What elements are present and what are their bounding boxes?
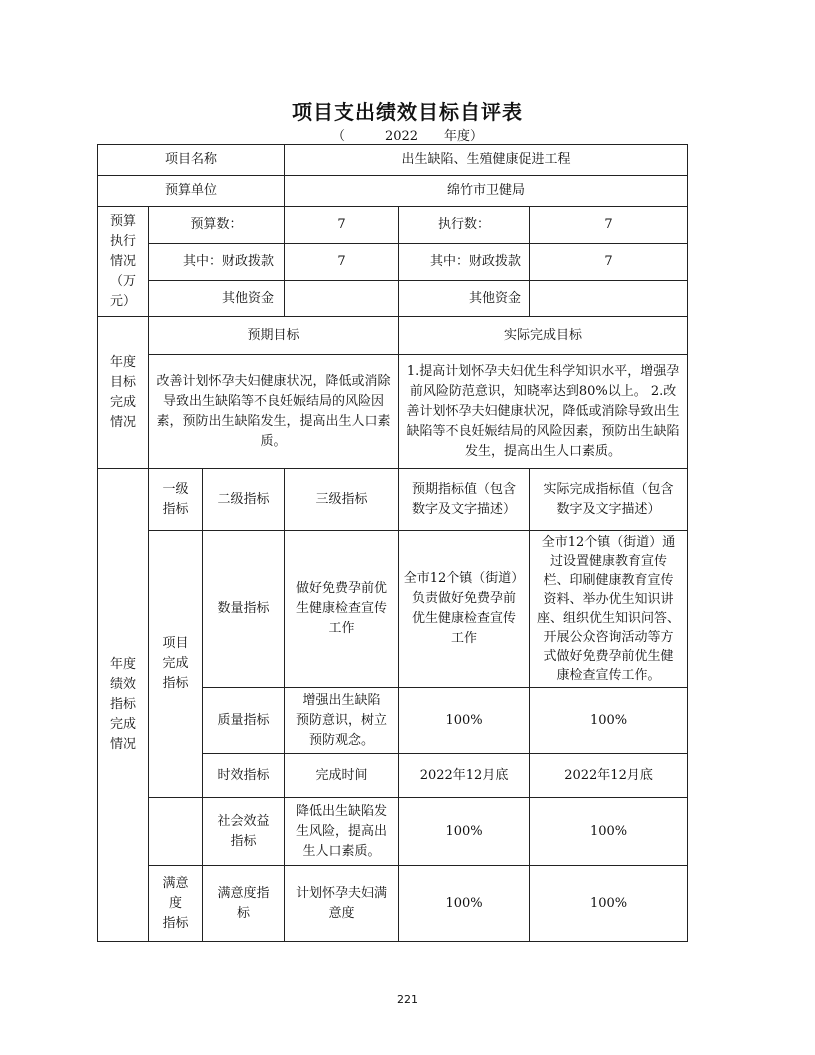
- budget-amount-label: 预算数：: [149, 207, 285, 244]
- level3-cell: 计划怀孕夫妇满 意度: [285, 866, 399, 942]
- budget-unit-row: [98, 176, 688, 207]
- year-close: 年度）: [444, 129, 484, 144]
- fiscal-budget-label: 其中：财政拨款: [149, 244, 285, 281]
- page-number: 221: [397, 993, 418, 1006]
- executed-label: 执行数：: [399, 207, 530, 244]
- other-budget-label: 其他资金: [149, 281, 285, 317]
- level2-header: 二级指标: [203, 469, 285, 531]
- performance-section-label: 年度 绩效 指标 完成 情况: [98, 469, 149, 942]
- annual-goal-header-row: [98, 317, 688, 355]
- actual-cell: 100%: [530, 866, 688, 942]
- year-line: [0, 125, 815, 144]
- performance-header-row: [98, 469, 688, 531]
- level3-cell: 降低出生缺陷发 生风险，提高出 生人口素质。: [285, 798, 399, 866]
- project-name-label: 项目名称: [98, 145, 285, 176]
- budget-amount-row: [98, 207, 688, 244]
- actual-goal-header: 实际完成目标: [399, 317, 688, 355]
- level3-cell: 完成时间: [285, 754, 399, 798]
- table-row: [98, 531, 688, 688]
- expected-goal-header: 预期目标: [149, 317, 399, 355]
- expected-cell: 全市12个镇（街道） 负责做好免费孕前 优生健康检查宣传 工作: [399, 531, 530, 688]
- project-name-row: [98, 145, 688, 176]
- expected-cell: 100%: [399, 798, 530, 866]
- budget-section-label: 预算 执行 情况 （万 元）: [98, 207, 149, 317]
- actual-cell: 全市12个镇（街道）通 过设置健康教育宣传 栏、印刷健康教育宣传 资料、举办优生知识讲 座、组织优生知识问答、 开展公众咨询活动等方 式做好免费孕前优生健 康检查宣传工作。: [530, 531, 688, 688]
- actual-goal-text: 1.提高计划怀孕夫妇优生科学知识水平，增强孕前风险防范意识，知晓率达到80%以上。 2.改善计划怀孕夫妇健康状况，降低或消除导致出生缺陷等不良妊娠结局的风险因素，预防出生缺陷发生，提高出生人口素质。: [399, 355, 688, 469]
- other-budget-value: [285, 281, 399, 317]
- level2-cell: 质量指标: [203, 688, 285, 754]
- year-value: 2022: [384, 129, 419, 144]
- level2-cell: 社会效益 指标: [203, 798, 285, 866]
- level3-cell: 增强出生缺陷 预防意识，树立 预防观念。: [285, 688, 399, 754]
- project-name-value: 出生缺陷、生殖健康促进工程: [285, 145, 688, 176]
- level3-header: 三级指标: [285, 469, 399, 531]
- expected-goal-text: 改善计划怀孕夫妇健康状况，降低或消除导致出生缺陷等不良妊娠结局的风险因素，预防出生缺陷发生，提高出生人口素质。: [149, 355, 399, 469]
- fiscal-exec-value: 7: [530, 244, 688, 281]
- expected-value-header: 预期指标值（包含 数字及文字描述）: [399, 469, 530, 531]
- level2-cell: 数量指标: [203, 531, 285, 688]
- fiscal-row: [98, 244, 688, 281]
- budget-amount-value: 7: [285, 207, 399, 244]
- budget-unit-label: 预算单位: [98, 176, 285, 207]
- fiscal-budget-value: 7: [285, 244, 399, 281]
- project-group-label: 项目 完成 指标: [149, 531, 203, 798]
- self-evaluation-table: [97, 144, 688, 942]
- expected-cell: 100%: [399, 866, 530, 942]
- actual-value-header: 实际完成指标值（包含 数字及文字描述）: [530, 469, 688, 531]
- level2-cell: 满意度指 标: [203, 866, 285, 942]
- level1-empty-cell: [149, 798, 203, 866]
- year-open: （: [331, 129, 345, 144]
- level3-cell: 做好免费孕前优 生健康检查宣传 工作: [285, 531, 399, 688]
- actual-cell: 2022年12月底: [530, 754, 688, 798]
- annual-goal-section-label: 年度 目标 完成 情况: [98, 317, 149, 469]
- actual-cell: 100%: [530, 688, 688, 754]
- level1-header: 一级 指标: [149, 469, 203, 531]
- page-title: 项目支出绩效目标自评表: [292, 100, 523, 124]
- other-exec-value: [530, 281, 688, 317]
- level2-cell: 时效指标: [203, 754, 285, 798]
- actual-cell: 100%: [530, 798, 688, 866]
- table-row: [98, 798, 688, 866]
- fiscal-exec-label: 其中：财政拨款: [399, 244, 530, 281]
- executed-value: 7: [530, 207, 688, 244]
- budget-unit-value: 绵竹市卫健局: [285, 176, 688, 207]
- expected-cell: 100%: [399, 688, 530, 754]
- table-row: [98, 866, 688, 942]
- other-funds-row: [98, 281, 688, 317]
- annual-goal-content-row: [98, 355, 688, 469]
- other-exec-label: 其他资金: [399, 281, 530, 317]
- satisfaction-group-label: 满意 度 指标: [149, 866, 203, 942]
- expected-cell: 2022年12月底: [399, 754, 530, 798]
